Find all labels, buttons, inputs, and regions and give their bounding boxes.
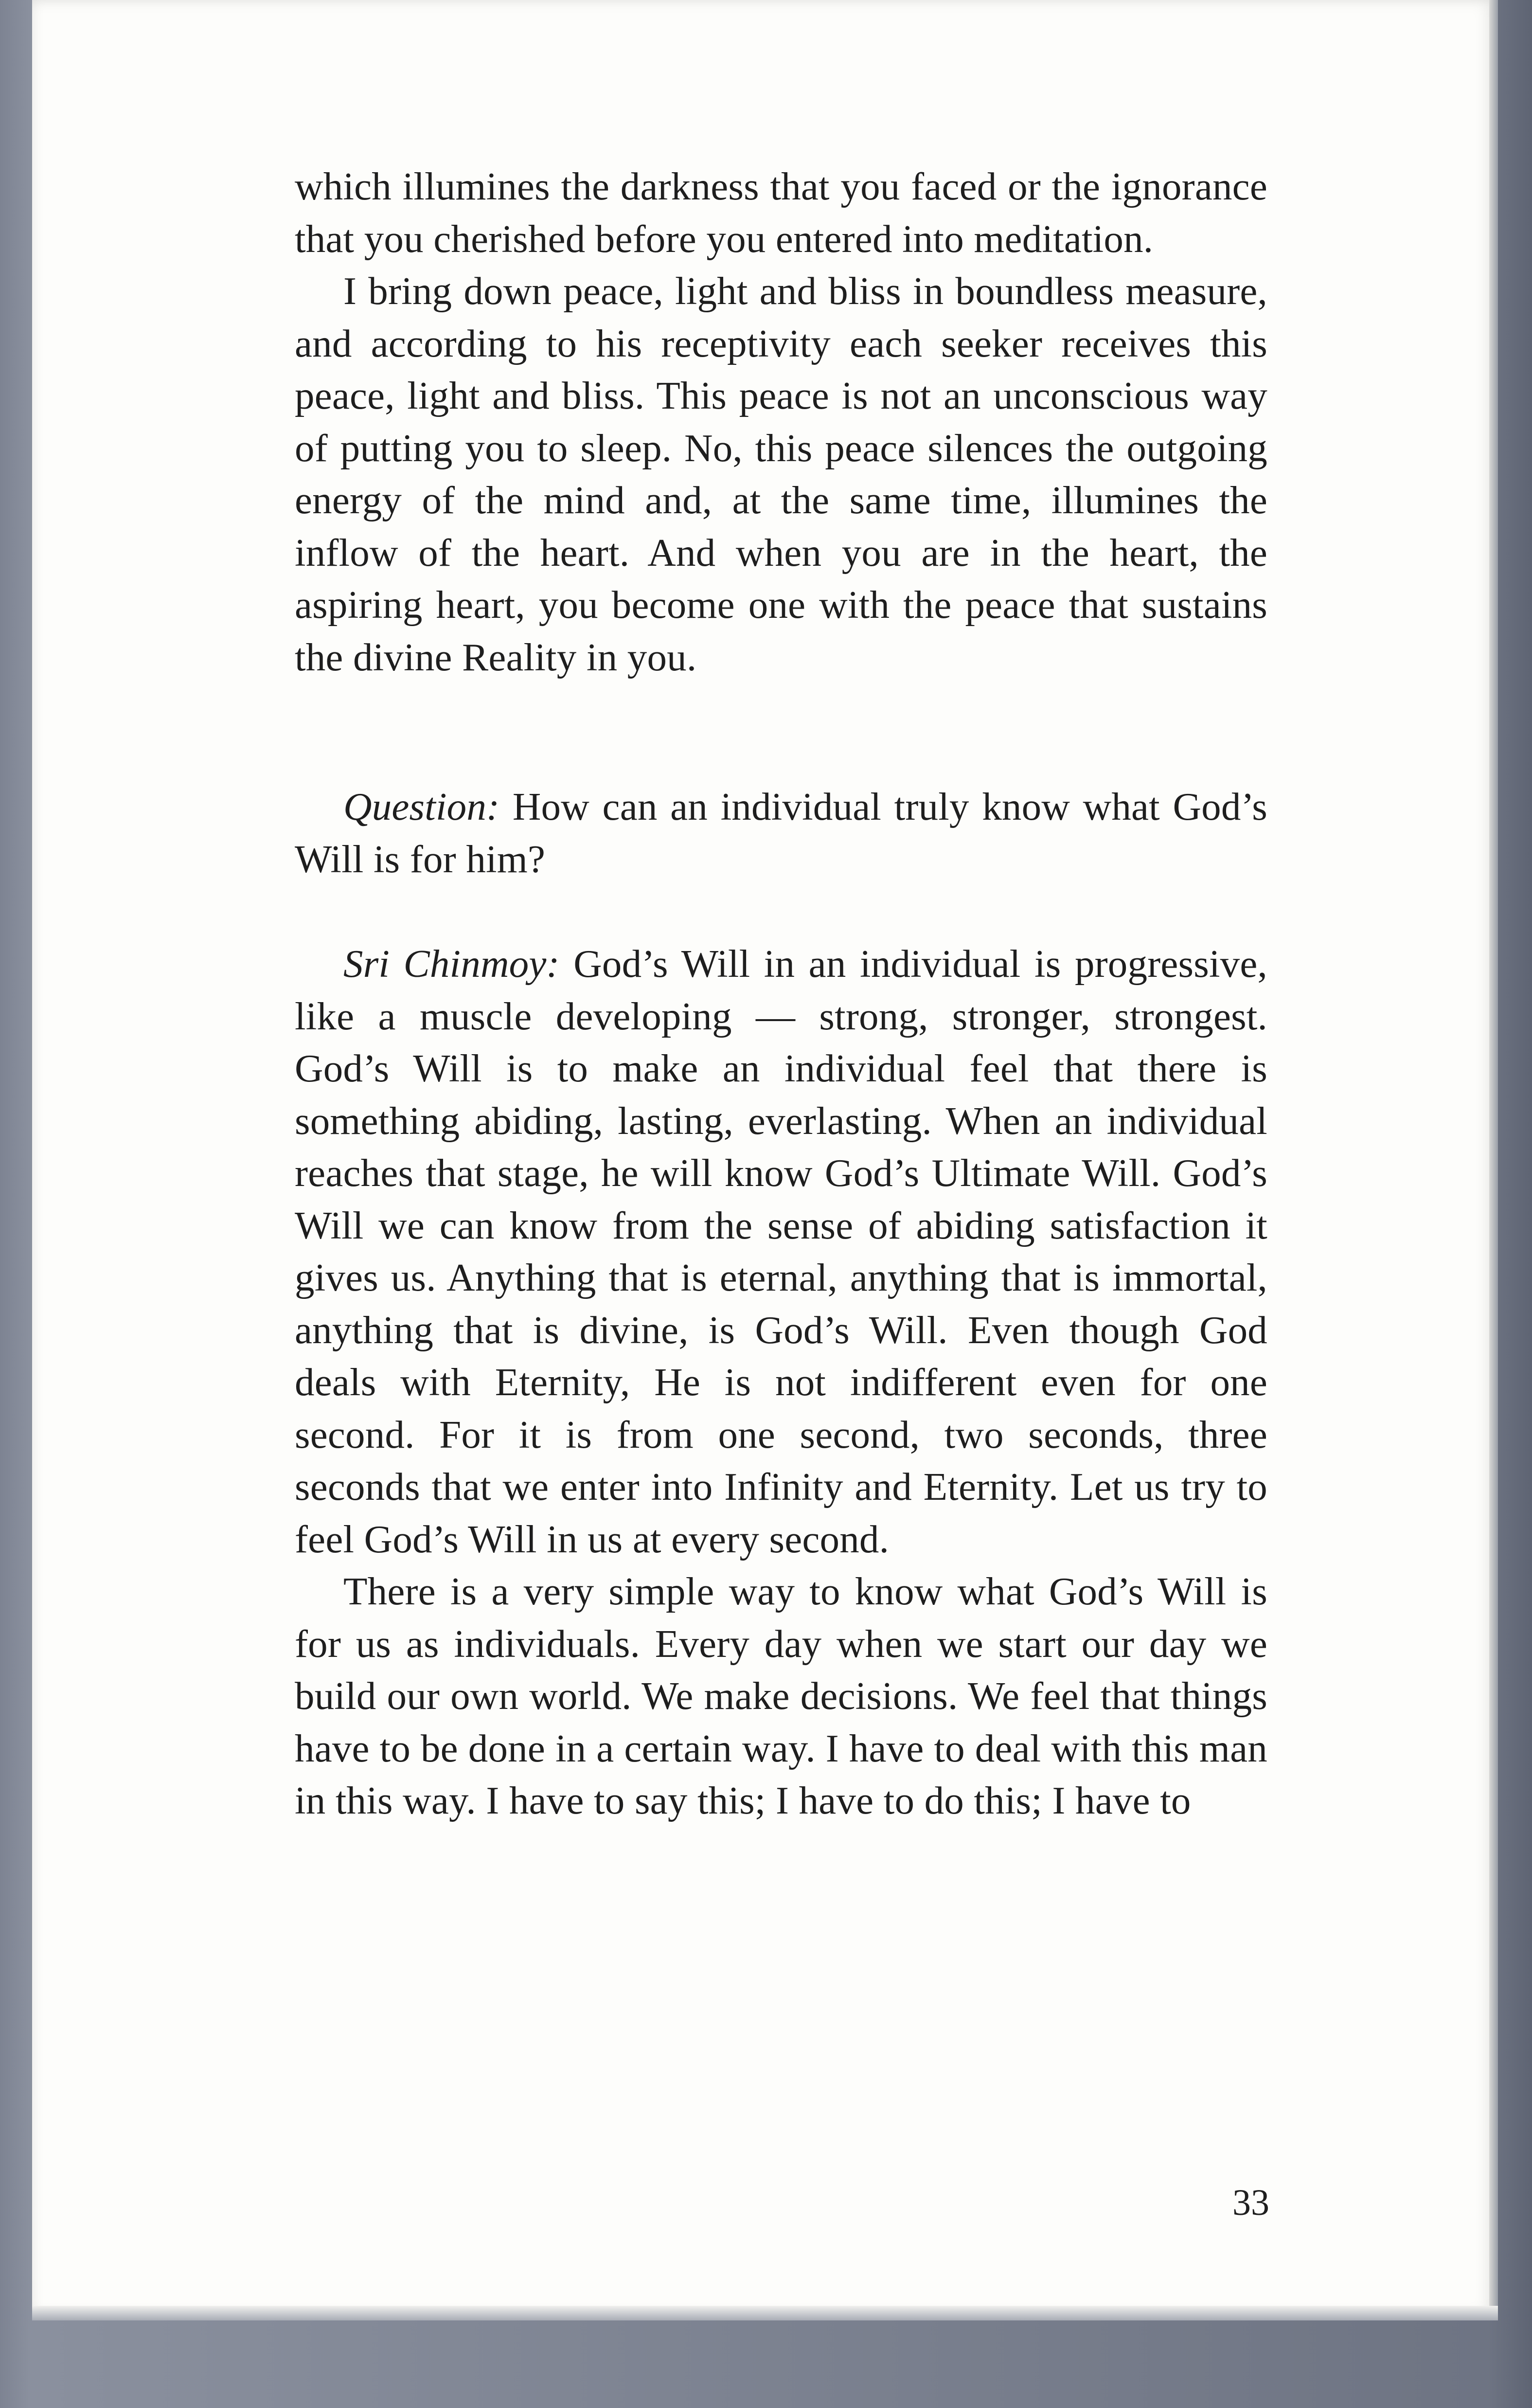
- paragraph-simple-way: There is a very simple way to know what God’s Will is for us as individuals. Every day when we start our day we build our own world. We make decisions. We feel that things have to be done in a certain way. I have to deal with this man in this way. I have to say this; I have to do this; I have to: [295, 1569, 1267, 1822]
- answer-paragraph: [295, 938, 1267, 1565]
- paragraph-continuation: which illumines the darkness that you faced or the ignorance that you cherished before you entered into meditation.: [295, 164, 1267, 261]
- page-number: 33: [1232, 2182, 1269, 2223]
- question-paragraph: [295, 781, 1267, 885]
- answer-speaker-label: Sri Chinmoy:: [343, 942, 560, 986]
- paragraph-peace-light-bliss: I bring down peace, light and bliss in boundless measure, and according to his receptivity each seeker receives this peace, light and bliss. This peace is not an unconscious way of putting you to sleep. No, this peace silences the outgoing energy of the mind and, at the same time, illumines the inflow of the heart. And when you are in the heart, the aspiring heart, you become one with the peace that sustains the divine Reality in you.: [295, 269, 1267, 679]
- page-text-block: [295, 161, 1267, 1827]
- question-label: Question:: [343, 785, 500, 828]
- question-text: How can an individual truly know what God’s Will is for him?: [295, 785, 1267, 881]
- page-right-edge: [1489, 0, 1498, 2316]
- answer-text: God’s Will in an individual is progressive, like a muscle developing — strong, stronger, strongest. God’s Will is to make an individual feel that there is something abiding, lasting, everlasting. When an individual reaches that stage, he will know God’s Ultimate Will. God’s Will we can know from the sense of abiding satisfaction it gives us. Anything that is eternal, anything that is immortal, anything that is divine, is God’s Will. Even though God deals with Eternity, He is not indifferent even for one second. For it is from one second, two seconds, three seconds that we enter into Infinity and Eternity. Let us try to feel God’s Will in us at every second.: [295, 942, 1267, 1561]
- page-bottom-edge: [32, 2306, 1498, 2320]
